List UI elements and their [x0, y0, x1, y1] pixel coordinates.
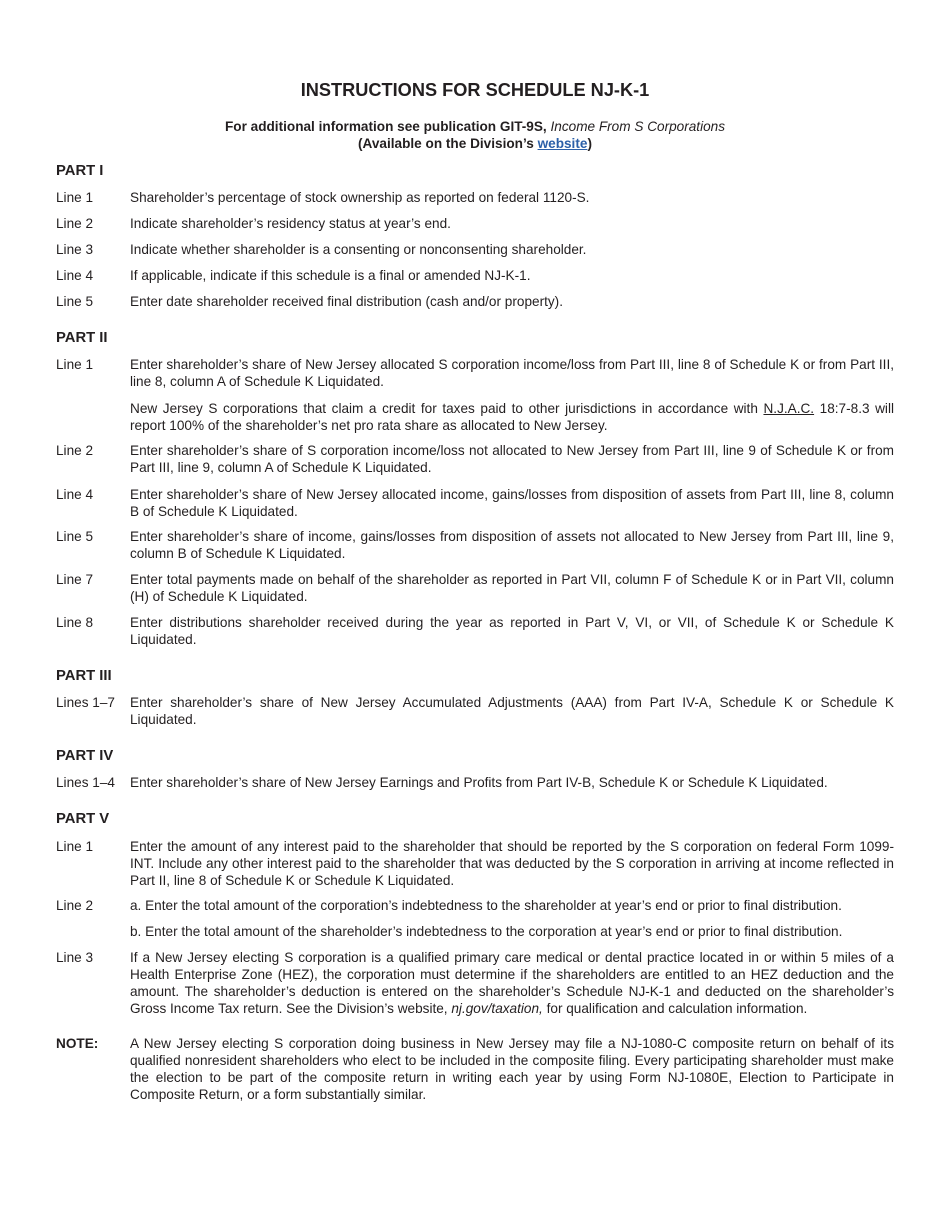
- line-label: Line 7: [56, 572, 94, 587]
- line-label: Line 3: [56, 242, 94, 257]
- part2-heading: PART II: [56, 330, 108, 346]
- line-text: Indicate shareholder’s residency status at year’s end.: [130, 216, 451, 231]
- part1-heading: PART I: [56, 163, 104, 179]
- line-label: Lines 1–7: [56, 695, 115, 710]
- line3-text: If a New Jersey electing S corporation is a qualified primary care medical or dental practice located in or within 5 miles of a Health Enterprise Zone (HEZ), the corporation must determine if the shareholders are entitled to an HEZ deduction and the amount. The shareholder’s deduction is entered on the shareholder’s Schedule NJ-K-1 and deducted on the shareholder’s Gross Income Tax return. See the Division’s website,: [130, 950, 894, 1016]
- line-label: Line 8: [56, 615, 94, 630]
- line-text-a: a. Enter the total amount of the corporation’s indebtedness to the shareholder at year’s end or prior to final distribution.: [130, 898, 842, 913]
- taxation-website: nj.gov/taxation,: [451, 1001, 543, 1016]
- availability-close: ): [587, 136, 592, 151]
- part4-heading: PART IV: [56, 748, 114, 764]
- note-text: A New Jersey electing S corporation doing business in New Jersey may file a NJ-1080-C composite return on behalf of its qualified nonresident shareholders who elect to be included in the composite filing. Every participating shareholder must make the election to be part of the composite return in writing each year by using Form NJ-1080E, Election to Participate in Composite Return, or a form substantially similar.: [130, 1036, 894, 1102]
- line-text: Enter shareholder’s share of New Jersey allocated income, gains/losses from disposition of assets from Part III, line 8, column B of Schedule K Liquidated.: [130, 487, 894, 519]
- line-label: Line 1: [56, 190, 94, 205]
- line-label: Line 5: [56, 294, 94, 309]
- note-text-pre: New Jersey S corporations that claim a credit for taxes paid to other jurisdictions in accordance with: [130, 401, 758, 416]
- line-text: Enter shareholder’s share of New Jersey Earnings and Profits from Part IV-B, Schedule K or Schedule K Liquidated.: [130, 775, 828, 790]
- page-title: INSTRUCTIONS FOR SCHEDULE NJ-K-1: [300, 80, 650, 100]
- line-text: Enter shareholder’s share of New Jersey allocated S corporation income/loss from Part III, line 8 of Schedule K or from Part III, line 8, column A of Schedule K Liquidated.: [130, 357, 894, 389]
- publication-reference: [0, 118, 950, 135]
- line-text: [130, 949, 894, 1017]
- line-text: Enter shareholder’s share of S corporation income/loss not allocated to New Jersey from Part III, line 9 of Schedule K or from Part III, line 9, column A of Schedule K Liquidated.: [130, 443, 894, 475]
- line-label: Line 3: [56, 950, 94, 965]
- publication-reference-text: For additional information see publication GIT-9S,: [224, 119, 547, 134]
- note-text-post: 18:7-8.3 will report 100% of the shareholder’s net pro rata share as allocated to New Jersey.: [130, 401, 894, 433]
- njac-reference: N.J.A.C.: [763, 401, 815, 416]
- note-label: NOTE:: [56, 1036, 99, 1051]
- line-text: Enter distributions shareholder received during the year as reported in Part V, VI, or VII, of Schedule K or Schedule K Liquidated.: [130, 615, 894, 647]
- line-label: Lines 1–4: [56, 775, 115, 790]
- line-label: Line 5: [56, 529, 94, 544]
- website-link[interactable]: website: [537, 136, 588, 151]
- availability-text: (Available on the Division’s: [358, 136, 534, 151]
- line-text: Indicate whether shareholder is a consenting or nonconsenting shareholder.: [130, 242, 587, 257]
- availability-note: [0, 135, 950, 152]
- line-label: Line 4: [56, 268, 94, 283]
- line-text: Enter date shareholder received final distribution (cash and/or property).: [130, 294, 563, 309]
- line-text: If applicable, indicate if this schedule is a final or amended NJ-K-1.: [130, 268, 531, 283]
- line-label: Line 2: [56, 443, 94, 458]
- publication-title: Income From S Corporations: [550, 119, 726, 134]
- part3-heading: PART III: [56, 668, 112, 684]
- line-label: Line 1: [56, 839, 94, 854]
- line-label: Line 1: [56, 357, 94, 372]
- line-text: Enter shareholder’s share of New Jersey Accumulated Adjustments (AAA) from Part IV-A, Schedule K or Schedule K Liquidated.: [130, 695, 894, 727]
- line-label: Line 4: [56, 487, 94, 502]
- line-text: Enter total payments made on behalf of the shareholder as reported in Part VII, column F of Schedule K or in Part VII, column (H) of Schedule K Liquidated.: [130, 572, 894, 604]
- line-label: Line 2: [56, 216, 94, 231]
- line-text: Enter shareholder’s share of income, gains/losses from disposition of assets not allocated to New Jersey from Part III, line 9, column B of Schedule K Liquidated.: [130, 529, 894, 561]
- line-text: Shareholder’s percentage of stock ownership as reported on federal 1120-S.: [130, 190, 590, 205]
- line-label: Line 2: [56, 898, 94, 913]
- line-text: Enter the amount of any interest paid to the shareholder that should be reported by the S corporation on federal Form 1099-INT. Include any other interest paid to the shareholder that was deducted by the S corporation in arriving at income reflected in Part II, line 8 of Schedule K or Schedule K Liquidated.: [130, 839, 894, 888]
- line-note: [130, 400, 894, 434]
- line3-text-post: for qualification and calculation information.: [546, 1001, 808, 1016]
- line-text-b: b. Enter the total amount of the shareholder’s indebtedness to the corporation at year’s end or prior to final distribution.: [130, 924, 843, 939]
- part5-heading: PART V: [56, 811, 110, 827]
